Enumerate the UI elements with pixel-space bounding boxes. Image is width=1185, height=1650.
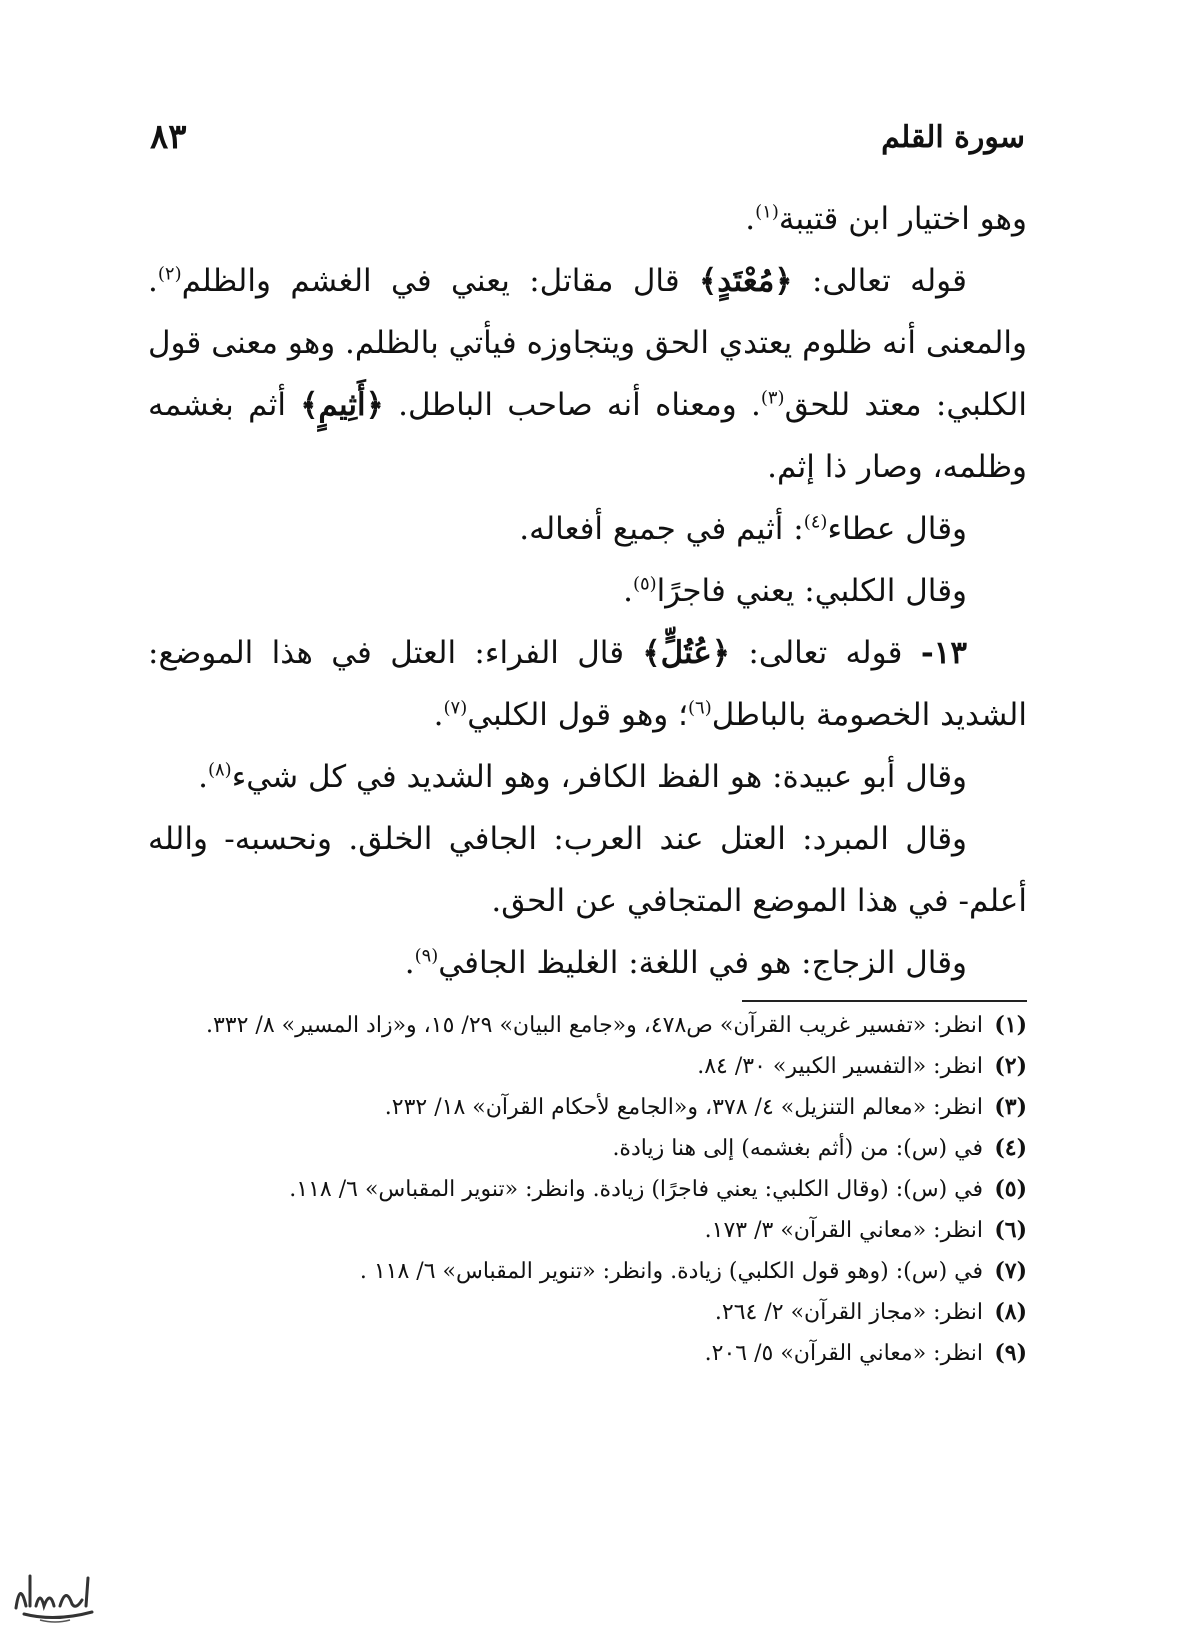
paragraph: وقال عطاء$^{(٤)}$: أثيم في جميع أفعاله. xyxy=(519,511,967,547)
verse-number: ١٣- xyxy=(920,635,967,671)
footnote-ref[interactable]: (٩) xyxy=(414,945,439,967)
watermark-logo xyxy=(10,1560,100,1630)
footnote: (٤) في (س): من (أثم بغشمه) إلى هنا زيادة. xyxy=(612,1135,1027,1161)
footnote-ref[interactable]: (١) xyxy=(755,201,779,223)
footnote: (٢) انظر: «التفسير الكبير» ٣٠/ ٨٤. xyxy=(697,1053,1027,1079)
quran-verse: ﴿عُتُلٍّ﴾ xyxy=(642,635,731,671)
footnote-ref[interactable]: (٧) xyxy=(443,697,468,719)
quran-verse: ﴿أَثِيمٍ﴾ xyxy=(300,387,384,423)
footnote: (٨) انظر: «مجاز القرآن» ٢/ ٢٦٤. xyxy=(714,1299,1027,1325)
paragraph: وقال أبو عبيدة: هو الفظ الكافر، وهو الشديد في كل شيء$^{(٨)}$. xyxy=(198,759,967,795)
footnote-divider xyxy=(742,1000,1027,1002)
paragraph: وقال الزجاج: هو في اللغة: الغليظ الجافي$^{(٩)}$. xyxy=(404,945,967,981)
surah-title: سورة القلم xyxy=(881,119,1025,155)
paragraph: وقال الكلبي: يعني فاجرًا$^{(٥)}$. xyxy=(623,573,967,609)
footnote-ref[interactable]: (٥) xyxy=(632,573,657,595)
footnotes xyxy=(145,1005,1027,1374)
footnote: (١) انظر: «تفسير غريب القرآن» ص٤٧٨، و«جامع البيان» ٢٩/ ١٥، و«زاد المسير» ٨/ ٣٣٢. xyxy=(205,1012,1027,1038)
main-text xyxy=(148,188,1027,994)
paragraph: ١٣- قوله تعالى: ﴿عُتُلٍّ﴾ قال الفراء: العتل في هذا الموضع: الشديد الخصومة بالباطل$^{(٦)}$؛ وهو قول الكلبي$^{(٧)}$. xyxy=(148,635,1027,733)
footnote-ref[interactable]: (٨) xyxy=(207,759,232,781)
page-number: ٨٣ xyxy=(150,117,187,157)
paragraph: وقال المبرد: العتل عند العرب: الجافي الخلق. ونحسبه- والله أعلم- في هذا الموضع المتجافي عن الحق. xyxy=(148,821,1027,919)
footnote-ref[interactable]: (٤) xyxy=(803,511,828,533)
quran-verse: ﴿مُعْتَدٍ﴾ xyxy=(699,263,793,299)
paragraph: وهو اختيار ابن قتيبة$^{(١)}$. xyxy=(745,201,1027,237)
footnote: (٣) انظر: «معالم التنزيل» ٤/ ٣٧٨، و«الجامع لأحكام القرآن» ١٨/ ٢٣٢. xyxy=(384,1094,1027,1120)
footnote-ref[interactable]: (٣) xyxy=(760,387,785,409)
footnote: (٥) في (س): (وقال الكلبي: يعني فاجرًا) زيادة. وانظر: «تنوير المقباس» ٦/ ١١٨. xyxy=(289,1176,1027,1202)
footnote: (٧) في (س): (وهو قول الكلبي) زيادة. وانظر: «تنوير المقباس» ٦/ ١١٨ . xyxy=(359,1258,1027,1284)
paragraph: قوله تعالى: ﴿مُعْتَدٍ﴾ قال مقاتل: يعني في الغشم والظلم$^{(٢)}$. والمعنى أنه ظلوم يعتدي الحق ويتجاوزه فيأتي بالظلم. وهو معنى قول الكلبي: معتد للحق$^{(٣)}$. ومعناه أنه صاحب الباطل. ﴿أَثِيمٍ﴾ أثم بغشمه وظلمه، وصار ذا إثم. xyxy=(148,263,1027,485)
footnote-ref[interactable]: (٦) xyxy=(688,697,712,719)
footnote-ref[interactable]: (٢) xyxy=(157,263,182,285)
page-header xyxy=(150,112,1025,162)
footnote: (٩) انظر: «معاني القرآن» ٥/ ٢٠٦. xyxy=(704,1340,1027,1366)
footnote: (٦) انظر: «معاني القرآن» ٣/ ١٧٣. xyxy=(704,1217,1027,1243)
